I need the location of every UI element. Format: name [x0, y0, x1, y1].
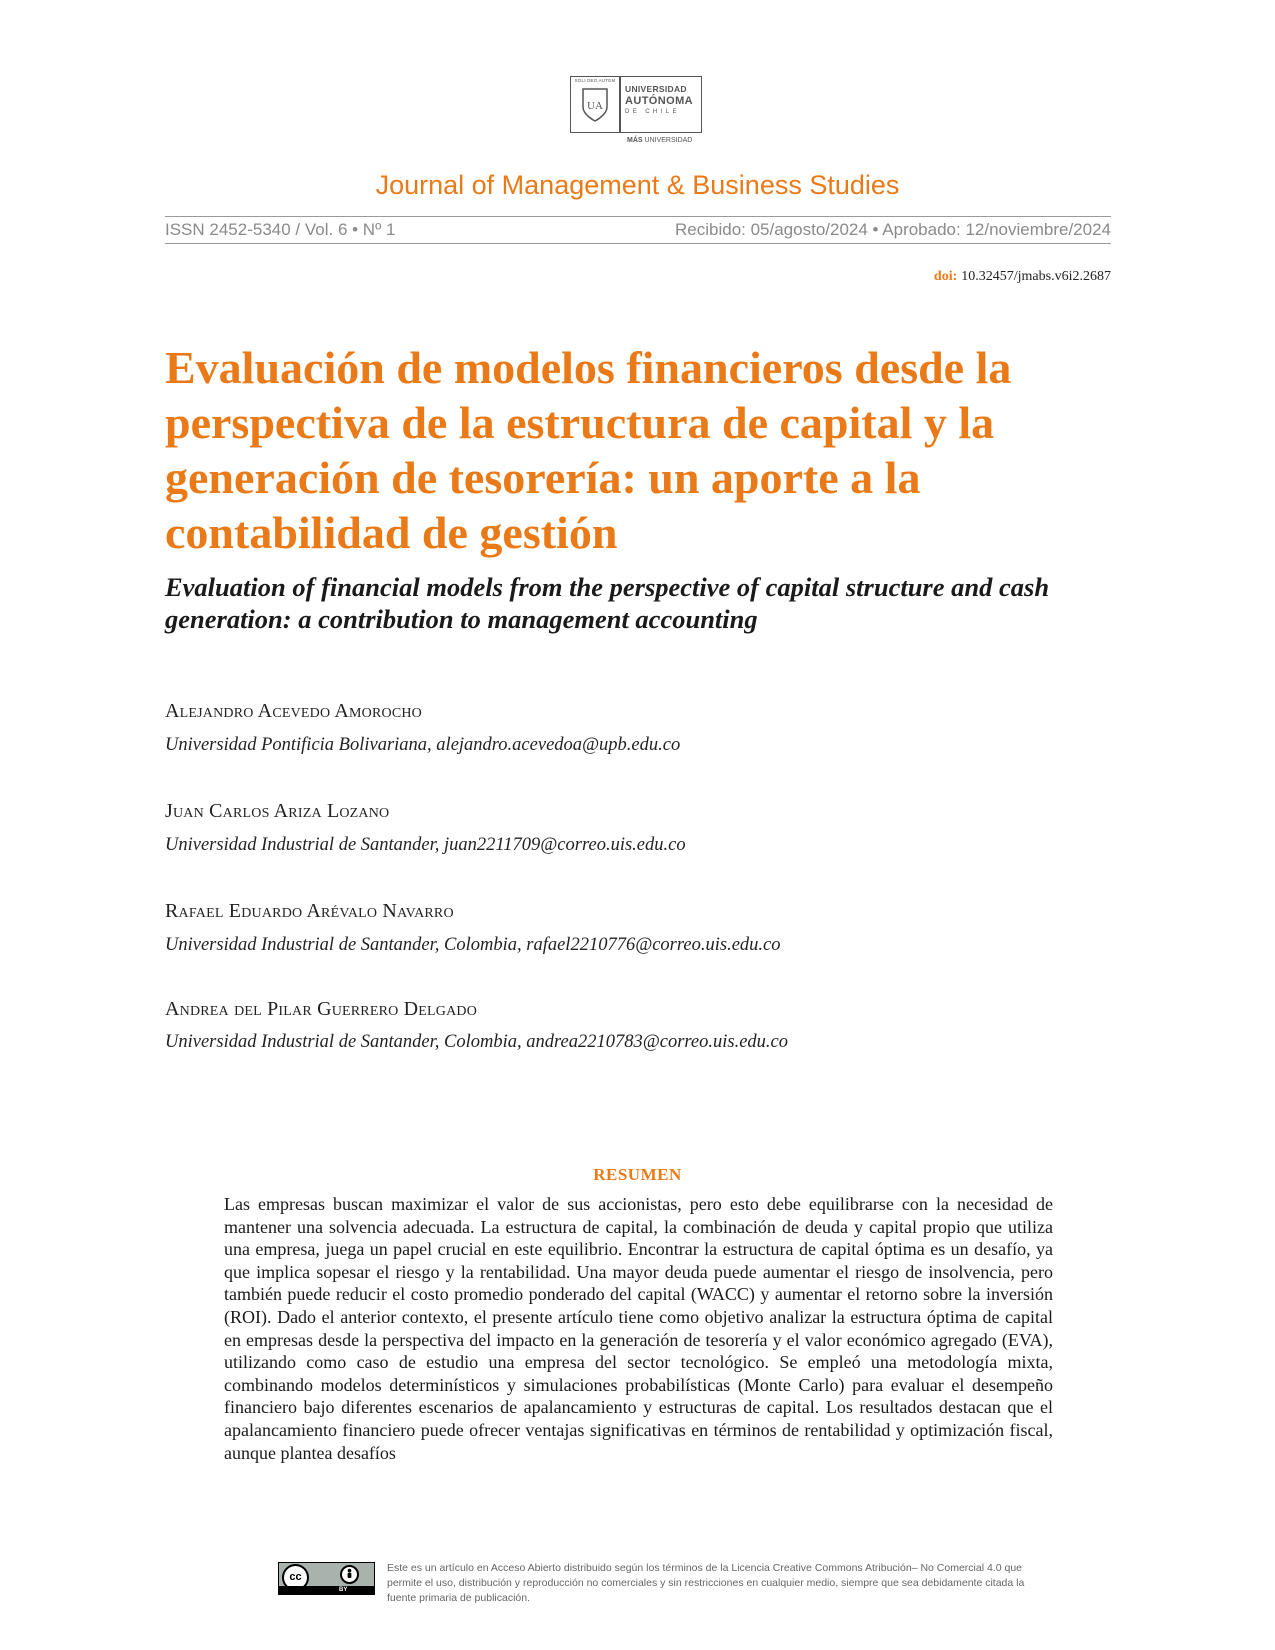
author-name: Rafael Eduardo Arévalo Navarro — [165, 900, 454, 922]
logo-tagline-rest: UNIVERSIDAD — [642, 137, 693, 144]
badge-by-label: BY — [339, 1587, 348, 1593]
logo-divider — [619, 76, 621, 133]
header-rule-top — [165, 216, 1111, 217]
logo-motto: SOLI DEO AUTEM — [574, 78, 616, 83]
logo-tagline — [627, 137, 692, 144]
author-affiliation: Universidad Pontificia Bolivariana, alejandro.acevedoa@upb.edu.co — [165, 735, 681, 755]
issn-volume: ISSN 2452-5340 / Vol. 6 • Nº 1 — [165, 220, 396, 239]
author-affiliation: Universidad Industrial de Santander, juan2211709@correo.uis.edu.co — [165, 835, 686, 855]
logo-line-2: AUTÓNOMA — [625, 94, 693, 107]
logo-tagline-bold: MÁS — [627, 137, 643, 144]
doi-label: doi: — [933, 269, 958, 284]
received-approved-dates: Recibido: 05/agosto/2024 • Aprobado: 12/noviembre/2024 — [675, 220, 1111, 239]
author-affiliation: Universidad Industrial de Santander, Colombia, rafael2210776@correo.uis.edu.co — [165, 935, 781, 955]
doi — [934, 269, 1111, 285]
abstract-text: Las empresas buscan maximizar el valor de sus accionistas, pero esto debe equilibrarse con la necesidad de mantener una solvencia adecuada. La estructura de capital, la combinación de deuda y capital propio que utiliza una empresa, juega un papel crucial en este equilibrio. Encontrar la estructura de capital óptima es un desafío, ya que implica sopesar el riesgo y la rentabilidad. Una mayor deuda puede aumentar el riesgo de insolvencia, pero también puede reducir el costo promedio ponderado del capital (WACC) y aumentar el retorno sobre la inversión (ROI). Dado el anterior contexto, el presente artículo tiene como objetivo analizar la estructura óptima de capital en empresas desde la perspectiva del impacto en la generación de tesorería y el valor económico agregado (EVA), utilizando como caso de estudio una empresa del sector tecnológico. Se empleó una metodología mixta, combinando modelos determinísticos y simulaciones probabilísticas (Monte Carlo) para evaluar el desempeño financiero bajo diferentes escenarios de apalancamiento y estructuras de capital. Los resultados destacan que el apalancamiento financiero puede ofrecer ventajas significativas en términos de rentabilidad y optimización fiscal, aunque plantea desafíos — [224, 1194, 1053, 1463]
cc-license-badge[interactable] — [278, 1562, 375, 1595]
author-name: Andrea del Pilar Guerrero Delgado — [165, 998, 478, 1020]
author-name: Juan Carlos Ariza Lozano — [165, 800, 390, 822]
university-logo — [570, 76, 705, 146]
doi-link[interactable]: 10.32457/jmabs.v6i2.2687 — [961, 269, 1111, 284]
header-rule-bottom — [165, 243, 1111, 244]
shield-icon — [581, 87, 609, 123]
logo-wordmark — [625, 85, 693, 115]
journal-title: Journal of Management & Business Studies — [375, 170, 900, 200]
logo-line-3: DE CHILE — [625, 108, 680, 115]
logo-line-1: UNIVERSIDAD — [625, 84, 687, 94]
article-title-english: Evaluation of financial models from the perspective of capital structure and cash generation: a contribution to management accounting — [165, 572, 1050, 634]
abstract-heading: RESUMEN — [593, 1165, 682, 1184]
article-title-spanish: Evaluación de modelos financieros desde la perspectiva de la estructura de capital y la generación de tesorería: un aporte a la contabilidad de gestión — [165, 342, 1012, 558]
author-name: Alejandro Acevedo Amorocho — [165, 700, 422, 722]
license-notice: Este es un artículo en Acceso Abierto distribuido según los términos de la Licencia Creative Commons Atribución– No Comercial 4.0 que permite el uso, distribución y reproducción no comerciales y sin restricciones en cualquier medio, siempre que sea debidamente citada la fuente primaria de publicación. — [387, 1562, 1025, 1604]
badge-strip — [279, 1586, 374, 1594]
attribution-person-icon — [340, 1565, 359, 1584]
author-affiliation: Universidad Industrial de Santander, Colombia, andrea2210783@correo.uis.edu.co — [165, 1032, 789, 1052]
cc-icon: cc — [282, 1564, 309, 1591]
shield-text: UA — [587, 100, 603, 112]
